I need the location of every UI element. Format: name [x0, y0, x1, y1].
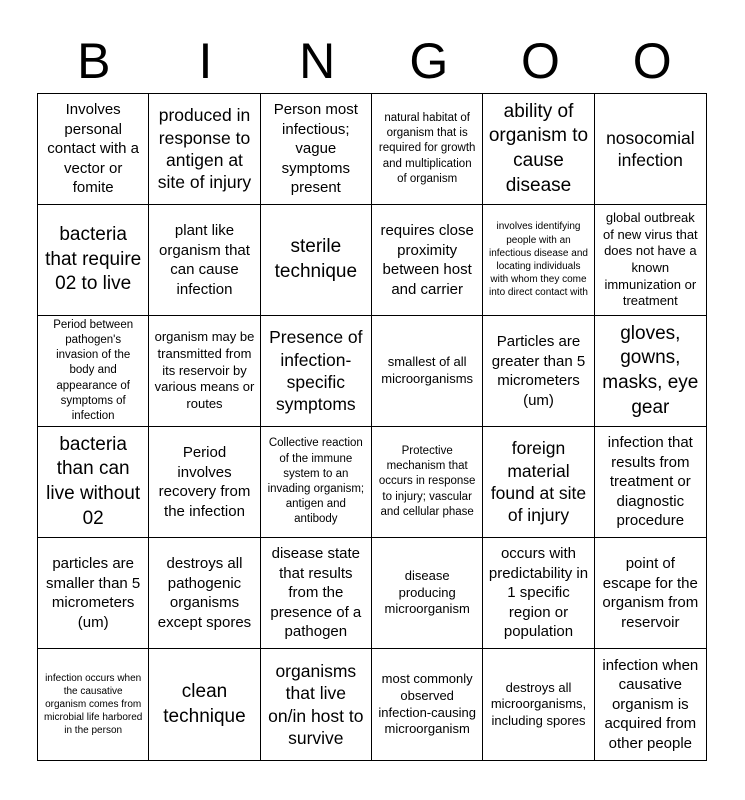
- bingo-cell[interactable]: [483, 427, 594, 538]
- cell-text: clean technique: [163, 680, 246, 727]
- bingo-cell[interactable]: [483, 316, 594, 427]
- bingo-cell[interactable]: [149, 427, 260, 538]
- bingo-cell[interactable]: [38, 538, 149, 649]
- cell-text: Person most infectious; vague symptoms present: [273, 101, 358, 197]
- cell-text: organisms that live on/in host to survive: [268, 660, 364, 748]
- cell-text: bacteria that require 02 to live: [45, 223, 142, 295]
- cell-text: infection occurs when the causative organism comes from microbial life harbored in the person: [43, 672, 143, 737]
- cell-text: occurs with predictability in 1 specific region or population: [488, 545, 589, 641]
- cell-text: organism may be transmitted from its reservoir by various means or routes: [154, 329, 255, 411]
- cell-text: Involves personal contact with a vector or fomite: [47, 101, 140, 197]
- bingo-cell[interactable]: [261, 94, 372, 205]
- header-letter-n: N: [299, 33, 336, 89]
- bingo-cell[interactable]: [149, 316, 260, 427]
- bingo-cell[interactable]: [149, 538, 260, 649]
- bingo-cell[interactable]: [261, 316, 372, 427]
- header-letter-o2: O: [632, 33, 672, 89]
- bingo-cell[interactable]: [261, 205, 372, 316]
- bingo-cell[interactable]: [483, 94, 594, 205]
- cell-text: Period involves recovery from the infection: [158, 444, 251, 520]
- cell-text: global outbreak of new virus that does not have a known immunization or treatment: [603, 210, 698, 309]
- bingo-cell[interactable]: [483, 538, 594, 649]
- cell-text: Collective reaction of the immune system to an invading organism; antigen and antibody: [267, 437, 365, 526]
- bingo-cell[interactable]: [483, 649, 594, 760]
- bingo-cell[interactable]: [595, 538, 706, 649]
- cell-text: sterile technique: [274, 236, 358, 282]
- bingo-cell[interactable]: [261, 538, 372, 649]
- cell-text: Presence of infection-specific symptoms: [269, 327, 363, 415]
- cell-text: destroys all pathogenic organisms except spores: [157, 555, 252, 631]
- cell-text: foreign material found at site of injury: [490, 438, 587, 526]
- cell-text: Protective mechanism that occurs in response to injury; vascular and cellular phase: [378, 445, 476, 518]
- cell-text: smallest of all microorganisms: [381, 354, 474, 386]
- bingo-header: [38, 28, 708, 94]
- cell-text: infection that results from treatment or diagnostic procedure: [607, 434, 693, 530]
- cell-text: ability of organism to cause disease: [488, 100, 589, 196]
- bingo-cell[interactable]: [149, 649, 260, 760]
- cell-text: Period between pathogen's invasion of the body and appearance of symptoms of infection: [53, 318, 134, 422]
- bingo-cell[interactable]: [261, 427, 372, 538]
- bingo-cell[interactable]: [38, 649, 149, 760]
- bingo-cell[interactable]: [372, 649, 483, 760]
- header-letter-o: O: [521, 33, 560, 89]
- bingo-cell[interactable]: [483, 205, 594, 316]
- bingo-cell[interactable]: [372, 205, 483, 316]
- bingo-cell[interactable]: [261, 649, 372, 760]
- bingo-cell[interactable]: [149, 205, 260, 316]
- cell-text: point of escape for the organism from reservoir: [602, 555, 699, 631]
- bingo-cell[interactable]: [38, 205, 149, 316]
- cell-text: disease producing microorganism: [384, 568, 470, 617]
- bingo-cell[interactable]: [595, 94, 706, 205]
- header-letter-g: G: [409, 33, 449, 89]
- bingo-cell[interactable]: [595, 649, 706, 760]
- cell-text: bacteria than can live without 02: [46, 433, 141, 529]
- bingo-cell[interactable]: [372, 94, 483, 205]
- header-letter-i: I: [198, 33, 213, 89]
- cell-text: destroys all microorganisms, including spores: [490, 679, 587, 728]
- bingo-cell[interactable]: [372, 538, 483, 649]
- cell-text: involves identifying people with an infectious disease and locating individuals with whom they come into direct contact with: [489, 221, 588, 299]
- cell-text: natural habitat of organism that is required for growth and multiplication of organism: [378, 112, 476, 185]
- bingo-cell[interactable]: [372, 427, 483, 538]
- cell-text: plant like organism that can cause infection: [159, 222, 250, 298]
- cell-text: requires close proximity between host and carrier: [380, 222, 474, 298]
- bingo-cell[interactable]: [38, 94, 149, 205]
- bingo-cell[interactable]: [595, 427, 706, 538]
- cell-text: produced in response to antigen at site of injury: [157, 105, 252, 193]
- cell-text: gloves, gowns, masks, eye gear: [602, 322, 699, 418]
- bingo-board: [37, 93, 707, 761]
- cell-text: nosocomial infection: [606, 127, 695, 170]
- cell-text: disease state that results from the presence of a pathogen: [270, 545, 362, 641]
- bingo-cell[interactable]: [149, 94, 260, 205]
- cell-text: Particles are greater than 5 micrometers (um): [491, 333, 586, 409]
- bingo-cell[interactable]: [38, 316, 149, 427]
- bingo-cell[interactable]: [595, 316, 706, 427]
- bingo-cell[interactable]: [372, 316, 483, 427]
- header-letter-b: B: [77, 33, 111, 89]
- cell-text: most commonly observed infection-causing microorganism: [378, 671, 476, 737]
- cell-text: particles are smaller than 5 micrometers (um): [46, 555, 141, 631]
- bingo-cell[interactable]: [38, 427, 149, 538]
- bingo-cell[interactable]: [595, 205, 706, 316]
- cell-text: infection when causative organism is acquired from other people: [602, 656, 699, 752]
